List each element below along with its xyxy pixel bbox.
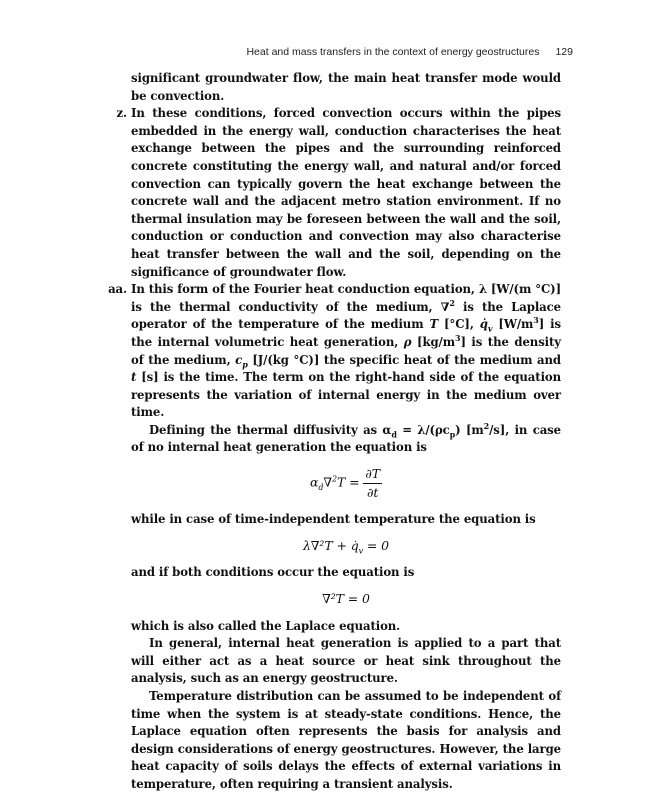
page-body [108,70,562,794]
note-aa-text: In this form of the Fourier heat conduction equation, λ [W/(m °C)] is the thermal conductivity of the medium, ∇$^2$ is the Laplace operator of the temperature of the medium T [°C], $q̇_v$ $[W/m^3]$ is the internal volumetric heat generation, ρ $[kg/m^3]$ is the density of the medium, $c_p$ [J/(kg °C)] the specific heat of the medium and t [s] is the time. The term on the right-hand side of the equation represents the variation of internal energy in the medium over time. [131,282,562,420]
note-marker-aa: aa. [108,282,127,297]
note-z [116,105,561,281]
steady-state-paragraph: Temperature distribution can be assumed to be independent of time when the system is at steady-state conditions. Hence, the Laplace equation often represents the basis for analysis and design considerations of energy geostructures. However, the large heat capacity of soils delays the effects of external variations in temperature, often requiring a transient analysis. [131,689,561,791]
laplace-paragraph: which is also called the Laplace equation. [131,618,401,633]
page-number: 129 [555,46,573,58]
paragraph-continued: significant groundwater flow, the main heat transfer mode would be convection. [131,71,561,103]
note-aa [108,281,562,422]
diffusivity-paragraph: Defining the thermal diffusivity as $\alpha_d = \lambda/(\rho c_p)$ $[m^2/s]$, in case of no internal heat generation the equation is [131,420,561,455]
running-header [0,46,573,58]
heat-generation-paragraph: In general, internal heat generation is applied to a part that will either act as a heat source or heat sink throughout the analysis, such as an energy geostructure. [131,636,561,686]
both-conditions-intro: and if both conditions occur the equation is [131,565,415,580]
equation-poisson: $\lambda\nabla^2T + q̇_v = 0$ [302,537,390,556]
equation-fraction: $\frac{\partial T}{\partial t}$ [365,466,380,500]
note-marker-z: z. [116,106,127,121]
equation-laplace: ∇²T = 0 [322,591,370,607]
running-title: Heat and mass transfers in the context of energy geostructures [246,46,540,58]
note-z-text: In these conditions, forced convection occurs within the pipes embedded in the energy wall, conduction characterises the heat exchange between the pipes and the surrounding reinforced concrete constituting the energy wall, and natural and/or forced convection can typically govern the heat exchange between the concrete wall and the adjacent metro station environment. If no thermal insulation may be foreseen between the wall and the soil, conduction or conduction and convection may also characterise heat transfer between the wall and the soil, depending on the significance of groundwater flow. [131,106,561,279]
steady-state-intro: while in case of time-independent temperature the equation is [131,512,536,527]
equation-diffusion: $\alpha_d\nabla^2T$ = $\frac{\partial T}{\partial t}$ [310,466,380,500]
